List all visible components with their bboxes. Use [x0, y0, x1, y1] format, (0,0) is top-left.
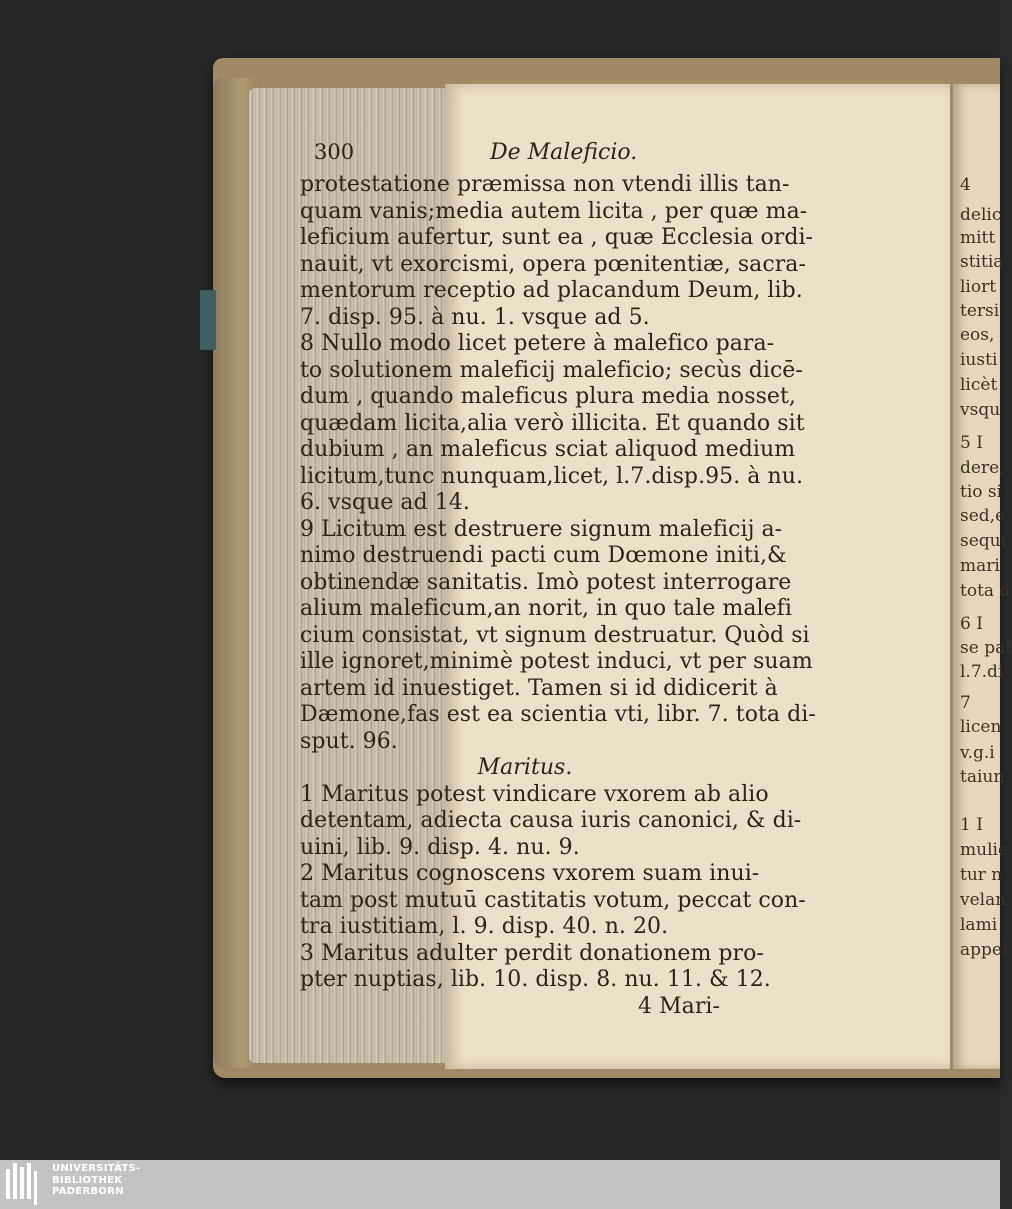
facing-page-fragment: liort: [960, 277, 997, 297]
running-head: De Maleficio.: [490, 140, 638, 165]
text-line: tam post mutuū castitatis votum, peccat con-: [300, 887, 806, 913]
facing-page-fragment: 4: [960, 175, 971, 195]
text-line: artem id inuestiget. Tamen si id didicerit à: [300, 675, 778, 701]
text-line: mentorum receptio ad placandum Deum, lib.: [300, 278, 803, 303]
facing-page-fragment: 1 I: [960, 815, 983, 835]
facing-page-fragment: lami: [960, 915, 998, 935]
text-line: ille ignoret,minimè potest induci, vt per suam: [300, 649, 813, 674]
facing-page-fragment: iusti: [960, 350, 998, 370]
institution-name: [52, 1163, 141, 1198]
text-line: tra iustitiam, l. 9. disp. 40. n. 20.: [300, 914, 669, 939]
text-line: 8 Nullo modo licet petere à malefico para-: [300, 331, 775, 356]
facing-page-fragment: tur n: [960, 865, 1003, 885]
text-line: detentam, adiecta causa iuris canonici, & di-: [300, 808, 802, 833]
page-header: [300, 140, 940, 172]
facing-page-fragment: tota d: [960, 581, 1011, 601]
text-line: 7. disp. 95. à nu. 1. vsque ad 5.: [300, 304, 650, 330]
facing-page-fragment: taiun: [960, 767, 1005, 787]
ub-paderborn-logo-icon: [6, 1163, 44, 1205]
book-clasp: [200, 290, 216, 350]
text-line: quædam licita,alia verò illicita. Et quando sit: [300, 410, 805, 436]
facing-page-fragment: mari: [960, 556, 1000, 576]
facing-page-fragment: dere,: [960, 458, 1005, 478]
facing-page-fragment: stitia: [960, 252, 1004, 272]
facing-page-fragment: delic: [960, 205, 1002, 225]
text-line: nauit, vt exorcismi, opera pœnitentiæ, sacra-: [300, 251, 806, 277]
text-line: obtinendæ sanitatis. Imò potest interrogare: [300, 569, 792, 595]
body-paragraphs: [300, 172, 940, 755]
facing-page-fragment: 5 I: [960, 433, 983, 453]
text-line: sput. 96.: [300, 728, 398, 754]
facing-page-fragment: tio si: [960, 482, 1003, 502]
text-line: alium maleficum,an norit, in quo tale malefi: [300, 596, 792, 621]
text-line: 6. vsque ad 14.: [300, 490, 470, 515]
institution-line: UNIVERSITÄTS-: [52, 1163, 141, 1174]
text-line: 1 Maritus potest vindicare vxorem ab alio: [300, 781, 769, 807]
facing-page-fragment: appel: [960, 940, 1008, 960]
page-text: [300, 140, 940, 1020]
facing-page-fragment: vsqu: [960, 400, 1001, 420]
facing-page-fragment: l.7.di: [960, 662, 1004, 682]
facing-page-fragment: 7: [960, 693, 971, 713]
text-line: 2 Maritus cognoscens vxorem suam inui-: [300, 861, 760, 886]
text-line: 3 Maritus adulter perdit donationem pro-: [300, 940, 764, 966]
footer-bar: [0, 1160, 1000, 1209]
facing-page-fragment: se pat: [960, 638, 1012, 658]
text-line: quam vanis;media autem licita , per quæ ma-: [300, 198, 808, 224]
facing-page-fragment: sequi: [960, 531, 1007, 551]
text-line: cium consistat, vt signum destruatur. Quòd si: [300, 622, 810, 648]
text-line: dubium , an maleficus sciat aliquod medium: [300, 437, 796, 462]
facing-page-fragment: mulie: [960, 840, 1009, 860]
institution-line: PADERBORN: [52, 1186, 124, 1197]
text-line: licitum,tunc nunquam,licet, l.7.disp.95. à nu.: [300, 463, 803, 489]
text-line: leficium aufertur, sunt ea , quæ Ecclesia ordi-: [300, 225, 814, 250]
catchword: 4 Mari-: [638, 993, 720, 1019]
text-line: protestatione præmissa non vtendi illis tan-: [300, 172, 790, 197]
facing-page-fragment: eos,: [960, 325, 995, 345]
facing-page-fragment: tersi: [960, 301, 1000, 321]
page-number: 300: [314, 140, 355, 164]
text-line: nimo destruendi pacti cum Dœmone initi,&: [300, 543, 787, 568]
facing-page-fragment: mitt: [960, 228, 996, 248]
facing-page-fragment: velan: [960, 890, 1007, 910]
facing-page-fragment: v.g.i: [960, 743, 995, 763]
institution-line: BIBLIOTHEK: [52, 1174, 123, 1186]
text-line: dum , quando maleficus plura media nosset,: [300, 384, 796, 409]
text-line: pter nuptias, lib. 10. disp. 8. nu. 11. & 12.: [300, 967, 771, 992]
facing-page-fragment: licen: [960, 717, 1002, 737]
facing-page-fragment: 6 I: [960, 614, 983, 634]
text-line: Dæmone,fas est ea scientia vti, libr. 7. tota di-: [300, 702, 816, 727]
section-paragraphs: [300, 782, 940, 994]
text-line: uini, lib. 9. disp. 4. nu. 9.: [300, 834, 580, 860]
text-line: 9 Licitum est destruere signum maleficij a-: [300, 516, 783, 542]
text-line: to solutionem maleficij maleficio; secùs dicē-: [300, 357, 803, 383]
section-heading: Maritus.: [477, 755, 573, 780]
facing-page-fragment: licèt: [960, 375, 998, 395]
facing-page-fragment: sed,e: [960, 506, 1006, 526]
